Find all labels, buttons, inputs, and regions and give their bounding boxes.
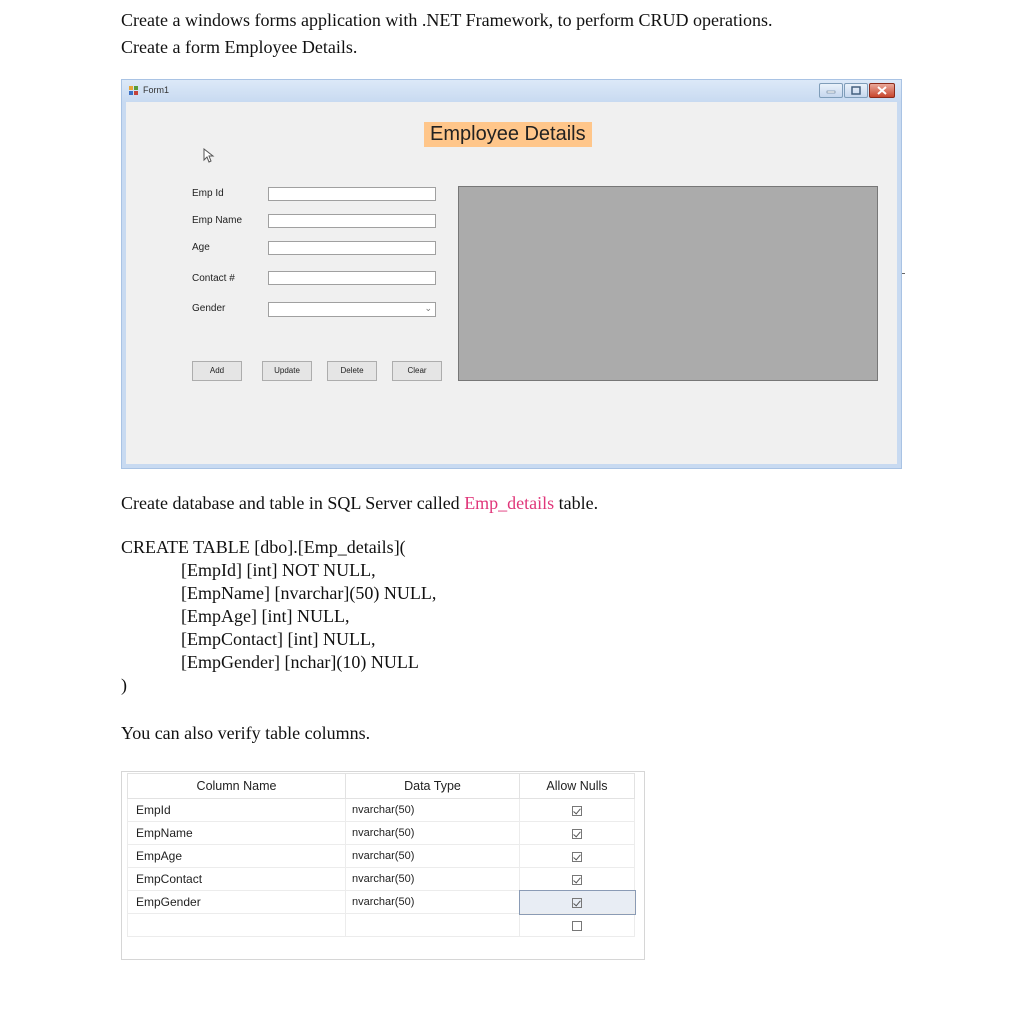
- data-type-cell[interactable]: nvarchar(50): [346, 845, 520, 868]
- column-name-cell[interactable]: EmpContact: [128, 868, 346, 891]
- data-type-cell[interactable]: nvarchar(50): [346, 891, 520, 914]
- clear-button[interactable]: Clear: [392, 361, 442, 381]
- window-titlebar: [122, 80, 901, 102]
- window-frame-right: [897, 102, 901, 468]
- sql-line-4: [EmpAge] [int] NULL,: [181, 606, 350, 626]
- emp-id-input[interactable]: [268, 187, 436, 201]
- intro-line-2: Create a form Employee Details.: [121, 37, 358, 57]
- db-line: [121, 492, 598, 515]
- sql-line-1: CREATE TABLE [dbo].[Emp_details](: [121, 537, 406, 557]
- allow-nulls-cell[interactable]: [520, 891, 635, 914]
- sql-line-3: [EmpName] [nvarchar](50) NULL,: [181, 583, 437, 603]
- db-line-post: table.: [554, 493, 599, 513]
- age-label: Age: [192, 242, 210, 253]
- sql-line-7: ): [121, 675, 127, 695]
- gender-label: Gender: [192, 303, 226, 314]
- table-row[interactable]: [128, 891, 635, 914]
- allow-nulls-cell[interactable]: [520, 799, 635, 822]
- sql-line-5: [EmpContact] [int] NULL,: [181, 629, 376, 649]
- intro-line-1: Create a windows forms application with .NET Framework, to perform CRUD operations.: [121, 10, 773, 30]
- form-heading: Employee Details: [424, 122, 592, 147]
- update-button[interactable]: Update: [262, 361, 312, 381]
- table-row[interactable]: [128, 914, 635, 937]
- allow-nulls-checkbox[interactable]: [572, 852, 582, 862]
- allow-nulls-checkbox[interactable]: [572, 829, 582, 839]
- table-row[interactable]: [128, 868, 635, 891]
- gender-dropdown[interactable]: [268, 302, 436, 317]
- table-row[interactable]: [128, 822, 635, 845]
- employee-data-grid[interactable]: [458, 186, 878, 381]
- column-name-cell[interactable]: EmpId: [128, 799, 346, 822]
- delete-button[interactable]: Delete: [327, 361, 377, 381]
- table-row[interactable]: [128, 799, 635, 822]
- emp-id-label: Emp Id: [192, 188, 224, 199]
- db-line-pre: Create database and table in SQL Server called: [121, 493, 465, 513]
- contact-label: Contact #: [192, 273, 235, 284]
- minimize-button[interactable]: [819, 83, 843, 98]
- column-name-cell[interactable]: EmpAge: [128, 845, 346, 868]
- column-name-cell[interactable]: [128, 914, 346, 937]
- data-type-cell[interactable]: [346, 914, 520, 937]
- contact-input[interactable]: [268, 271, 436, 285]
- close-icon: [870, 84, 894, 97]
- data-type-cell[interactable]: nvarchar(50): [346, 822, 520, 845]
- data-type-header: Data Type: [346, 774, 520, 799]
- emp-name-input[interactable]: [268, 214, 436, 228]
- resize-tick: [902, 273, 905, 274]
- allow-nulls-cell[interactable]: [520, 914, 635, 937]
- allow-nulls-header: Allow Nulls: [520, 774, 635, 799]
- mouse-cursor-icon: [203, 148, 217, 164]
- columns-header-row: [128, 774, 635, 799]
- column-name-cell[interactable]: EmpGender: [128, 891, 346, 914]
- window-frame-bottom: [122, 464, 901, 468]
- allow-nulls-checkbox[interactable]: [572, 898, 582, 908]
- column-designer-screenshot: [121, 771, 645, 960]
- allow-nulls-checkbox[interactable]: [572, 875, 582, 885]
- maximize-button[interactable]: [844, 83, 868, 98]
- column-name-cell[interactable]: EmpName: [128, 822, 346, 845]
- allow-nulls-checkbox[interactable]: [572, 921, 582, 931]
- app-icon: [129, 86, 139, 96]
- columns-table: [127, 773, 635, 937]
- sql-line-6: [EmpGender] [nchar](10) NULL: [181, 652, 419, 672]
- allow-nulls-cell[interactable]: [520, 845, 635, 868]
- window-frame-left: [122, 102, 126, 468]
- data-type-cell[interactable]: nvarchar(50): [346, 799, 520, 822]
- verify-text: You can also verify table columns.: [121, 723, 371, 743]
- emp-name-label: Emp Name: [192, 215, 243, 226]
- window-title: Form1: [143, 85, 170, 95]
- allow-nulls-checkbox[interactable]: [572, 806, 582, 816]
- form-window-screenshot: [121, 79, 902, 469]
- column-name-header: Column Name: [128, 774, 346, 799]
- maximize-icon: [845, 84, 867, 97]
- minimize-icon: [820, 84, 842, 97]
- allow-nulls-cell[interactable]: [520, 868, 635, 891]
- chevron-down-icon: ⌄: [424, 303, 432, 313]
- data-type-cell[interactable]: nvarchar(50): [346, 868, 520, 891]
- close-button[interactable]: [869, 83, 895, 98]
- table-row[interactable]: [128, 845, 635, 868]
- allow-nulls-cell[interactable]: [520, 822, 635, 845]
- age-input[interactable]: [268, 241, 436, 255]
- sql-line-2: [EmpId] [int] NOT NULL,: [181, 560, 376, 580]
- db-table-name: Emp_details: [464, 493, 555, 513]
- add-button[interactable]: Add: [192, 361, 242, 381]
